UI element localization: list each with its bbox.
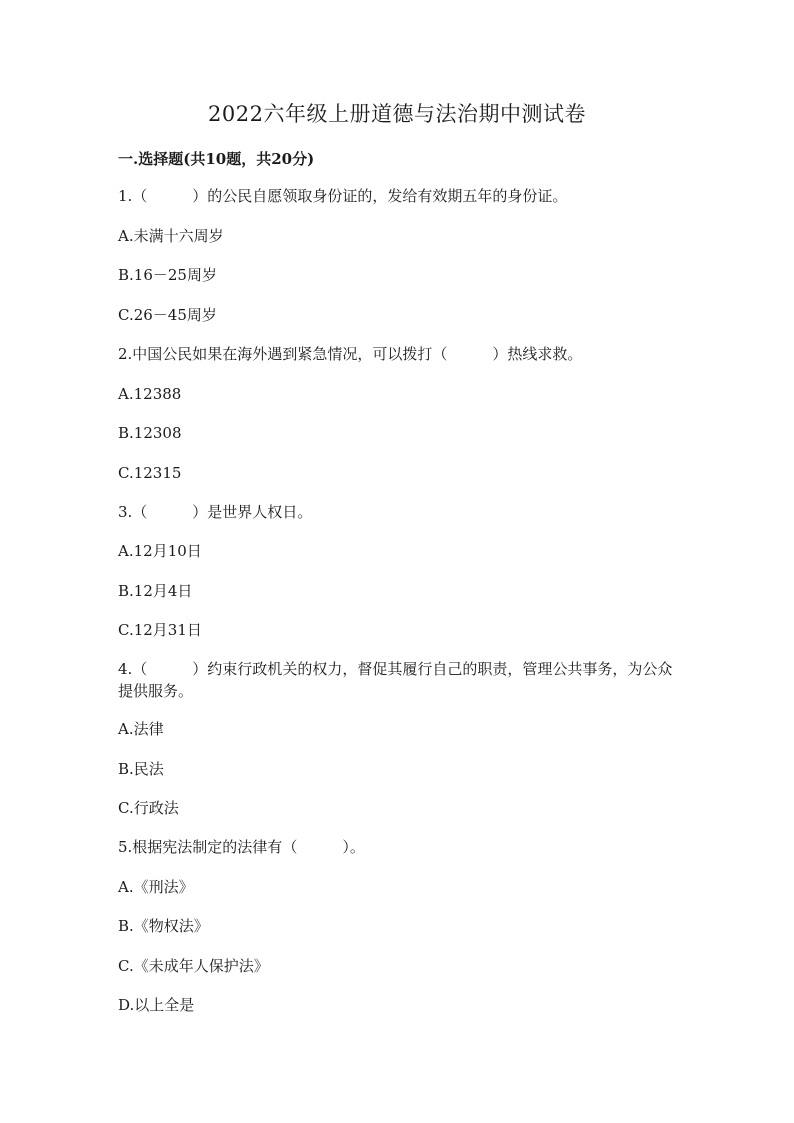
question-2-option-c: C.12315 xyxy=(118,464,182,482)
question-5-option-a: A.《刑法》 xyxy=(118,878,194,896)
question-3-option-b: B.12月4日 xyxy=(118,582,193,600)
question-4-option-b: B.民法 xyxy=(118,760,164,778)
page-title: 2022六年级上册道德与法治期中测试卷 xyxy=(208,102,586,126)
question-3-option-a: A.12月10日 xyxy=(118,542,202,560)
question-3-stem: 3.（ ）是世界人权日。 xyxy=(118,503,313,521)
section-heading: 一.选择题(共10题，共20分) xyxy=(118,150,315,168)
question-5-option-d: D.以上全是 xyxy=(118,996,195,1014)
question-1-option-c: C.26－45周岁 xyxy=(118,306,217,324)
question-1-option-b: B.16－25周岁 xyxy=(118,266,217,284)
question-4-option-a: A.法律 xyxy=(118,720,164,738)
question-4-stem: 4.（ ）约束行政机关的权力，督促其履行自己的职责，管理公共事务，为公众提供服务。 xyxy=(118,660,673,700)
question-5-option-b: B.《物权法》 xyxy=(118,917,209,935)
question-1-option-a: A.未满十六周岁 xyxy=(118,227,224,245)
question-4-option-c: C.行政法 xyxy=(118,799,179,817)
question-2-stem: 2.中国公民如果在海外遇到紧急情况，可以拨打（ ）热线求救。 xyxy=(118,345,583,363)
question-5-stem: 5.根据宪法制定的法律有（ ）。 xyxy=(118,838,365,856)
question-2-option-a: A.12388 xyxy=(118,385,182,403)
question-2-option-b: B.12308 xyxy=(118,424,182,442)
question-5-option-c: C.《未成年人保护法》 xyxy=(118,957,269,975)
question-1-stem: 1.（ ）的公民自愿领取身份证的，发给有效期五年的身份证。 xyxy=(118,187,568,205)
question-3-option-c: C.12月31日 xyxy=(118,621,202,639)
